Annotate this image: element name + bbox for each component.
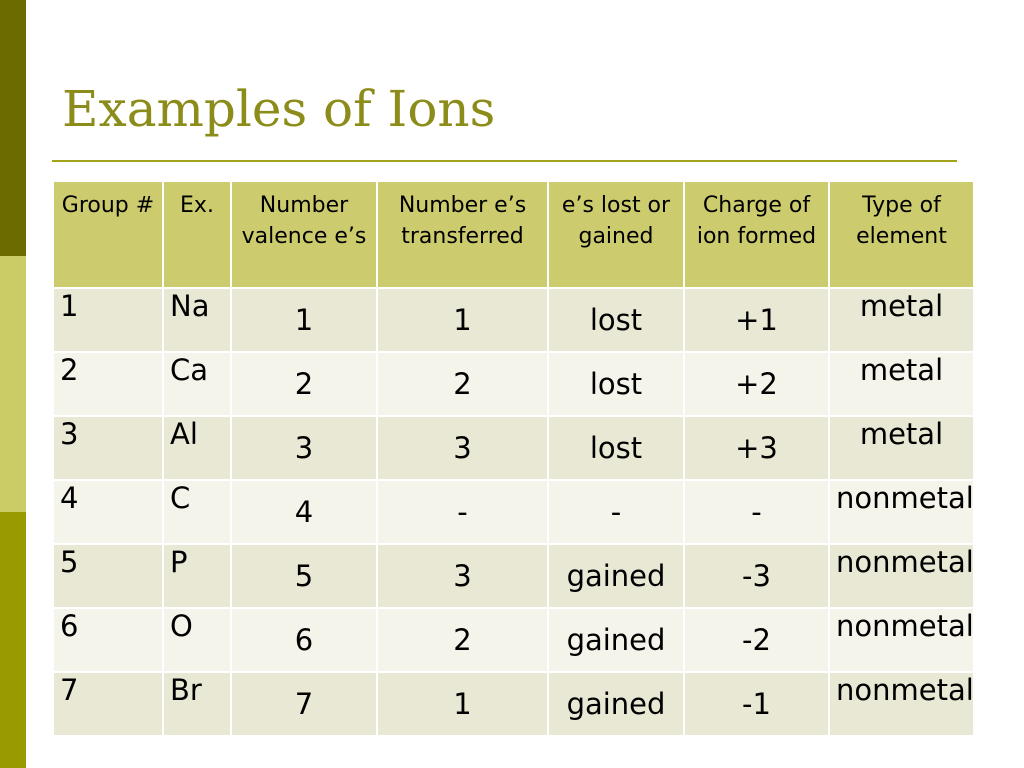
cell-example: O <box>163 608 231 672</box>
cell-valence: 2 <box>231 352 377 416</box>
cell-type: nonmetal <box>829 480 974 544</box>
cell-valence: 3 <box>231 416 377 480</box>
accent-bar-top <box>0 0 26 256</box>
cell-valence: 5 <box>231 544 377 608</box>
cell-transferred: 2 <box>377 352 548 416</box>
cell-lost-gained: lost <box>548 416 684 480</box>
cell-transferred: 2 <box>377 608 548 672</box>
cell-valence: 6 <box>231 608 377 672</box>
header-type: Type of element <box>829 181 974 288</box>
header-charge: Charge of ion formed <box>684 181 829 288</box>
cell-example: Al <box>163 416 231 480</box>
cell-charge: +3 <box>684 416 829 480</box>
cell-lost-gained: gained <box>548 672 684 736</box>
cell-lost-gained: gained <box>548 608 684 672</box>
cell-group: 3 <box>53 416 163 480</box>
cell-group: 2 <box>53 352 163 416</box>
header-valence: Number valence e’s <box>231 181 377 288</box>
slide-title: Examples of Ions <box>62 80 496 138</box>
cell-charge: -3 <box>684 544 829 608</box>
cell-lost-gained: lost <box>548 352 684 416</box>
cell-group: 1 <box>53 288 163 352</box>
ions-table <box>52 180 975 737</box>
cell-valence: 4 <box>231 480 377 544</box>
header-lost-gained: e’s lost or gained <box>548 181 684 288</box>
cell-transferred: 3 <box>377 416 548 480</box>
cell-group: 5 <box>53 544 163 608</box>
cell-type: metal <box>829 352 974 416</box>
header-group: Group # <box>53 181 163 288</box>
cell-type: metal <box>829 288 974 352</box>
cell-type: metal <box>829 416 974 480</box>
cell-type: nonmetal <box>829 544 974 608</box>
cell-charge: -2 <box>684 608 829 672</box>
cell-transferred: - <box>377 480 548 544</box>
table-row <box>53 352 974 416</box>
header-transferred: Number e’s transferred <box>377 181 548 288</box>
cell-transferred: 1 <box>377 672 548 736</box>
table-row <box>53 288 974 352</box>
cell-group: 4 <box>53 480 163 544</box>
cell-charge: -1 <box>684 672 829 736</box>
header-example: Ex. <box>163 181 231 288</box>
cell-example: Ca <box>163 352 231 416</box>
accent-bar-bottom <box>0 512 26 768</box>
header-row <box>53 181 974 288</box>
cell-example: Br <box>163 672 231 736</box>
accent-bar-middle <box>0 256 26 512</box>
cell-valence: 1 <box>231 288 377 352</box>
cell-valence: 7 <box>231 672 377 736</box>
cell-example: C <box>163 480 231 544</box>
table-row <box>53 544 974 608</box>
table-row <box>53 416 974 480</box>
cell-transferred: 3 <box>377 544 548 608</box>
table-row <box>53 608 974 672</box>
cell-example: Na <box>163 288 231 352</box>
cell-example: P <box>163 544 231 608</box>
cell-type: nonmetal <box>829 608 974 672</box>
cell-lost-gained: gained <box>548 544 684 608</box>
cell-charge: - <box>684 480 829 544</box>
cell-transferred: 1 <box>377 288 548 352</box>
cell-lost-gained: - <box>548 480 684 544</box>
cell-group: 6 <box>53 608 163 672</box>
cell-lost-gained: lost <box>548 288 684 352</box>
title-underline <box>52 160 957 162</box>
cell-charge: +1 <box>684 288 829 352</box>
table-row <box>53 480 974 544</box>
table-row <box>53 672 974 736</box>
cell-charge: +2 <box>684 352 829 416</box>
cell-type: nonmetal <box>829 672 974 736</box>
cell-group: 7 <box>53 672 163 736</box>
